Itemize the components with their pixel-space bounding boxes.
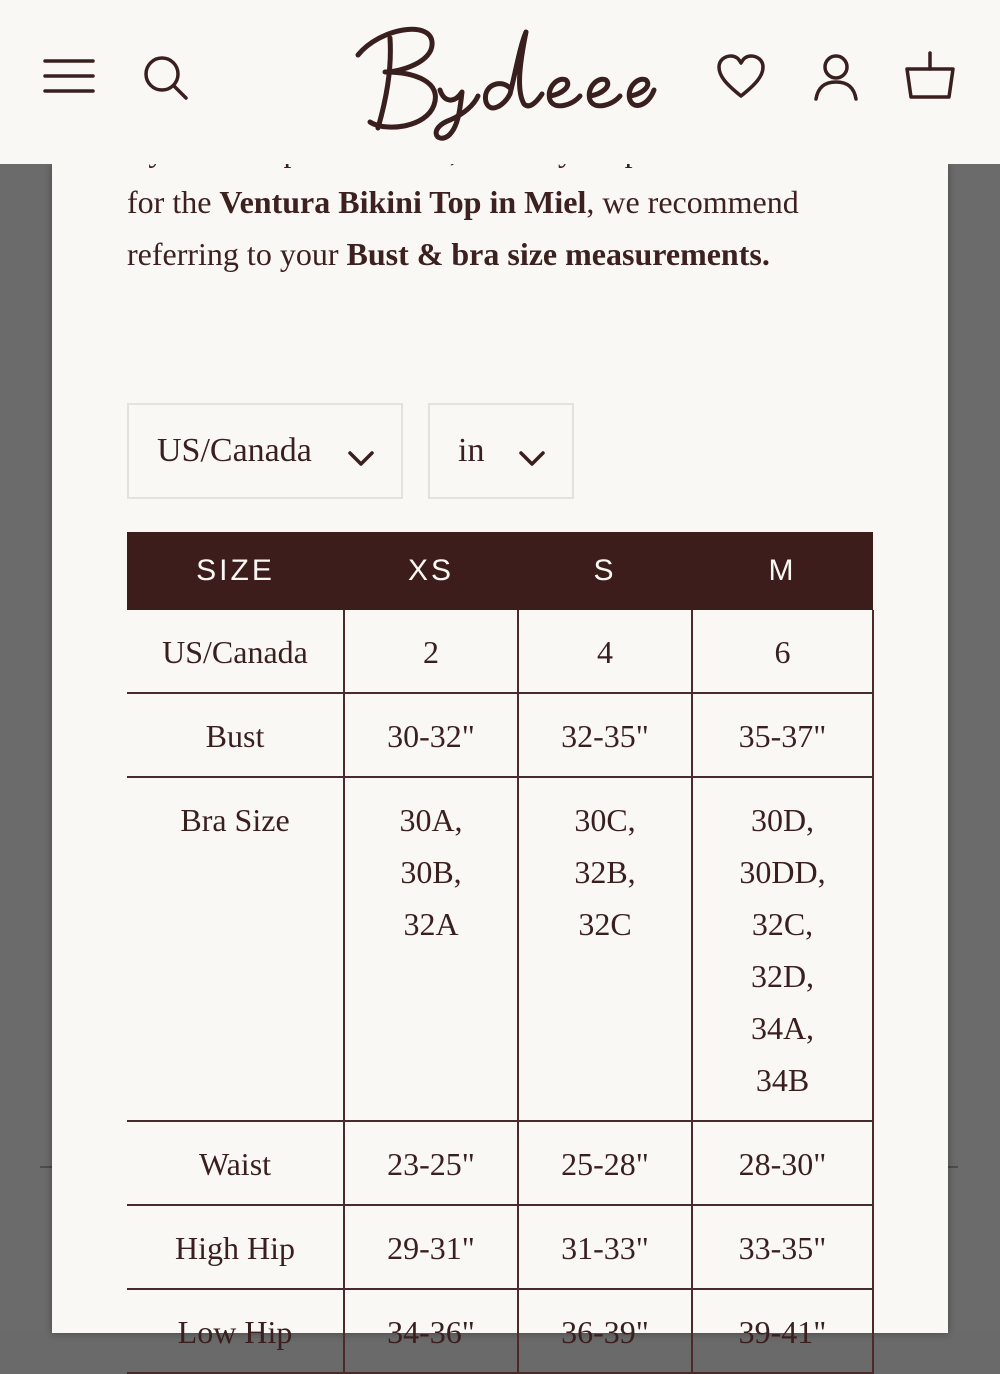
table-cell [692, 777, 873, 1121]
table-cell [518, 777, 692, 1121]
cell-value: 4 [597, 634, 613, 670]
table-cell [344, 610, 518, 693]
cell-value: 28-30" [738, 1146, 827, 1182]
cell-value: 34A, [750, 1010, 815, 1046]
bydee-logo-image [340, 10, 660, 150]
region-select-value: US/Canada [157, 432, 312, 469]
table-cell [692, 1289, 873, 1373]
chevron-down-icon [347, 439, 375, 477]
basket-icon[interactable] [902, 48, 958, 102]
table-cell [344, 777, 518, 1121]
size-guide-panel[interactable] [52, 164, 948, 1350]
intro-end-punctuation: . [761, 236, 770, 272]
row-label: Bust [127, 693, 344, 777]
cell-value: 30DD, [739, 854, 826, 890]
table-row [127, 777, 873, 1121]
unit-select-value: in [458, 432, 485, 469]
cell-value: 32A [403, 906, 459, 942]
table-cell [518, 1121, 692, 1205]
cell-value: 34-36" [387, 1314, 475, 1350]
cell-value: 34B [755, 1062, 810, 1098]
search-icon[interactable] [140, 52, 190, 102]
table-cell [692, 1205, 873, 1289]
cell-value: 32C [578, 906, 632, 942]
chevron-down-icon [518, 439, 546, 477]
brand-logo[interactable] [340, 10, 660, 150]
header-size: SIZE [127, 532, 344, 610]
hamburger-menu-icon[interactable] [40, 55, 98, 97]
site-header [0, 0, 1000, 164]
cell-value: 31-33" [561, 1230, 649, 1266]
table-cell [518, 1205, 692, 1289]
cell-value: 30A, [399, 802, 463, 838]
cell-value: 32D, [750, 958, 815, 994]
row-label: High Hip [127, 1205, 344, 1289]
table-cell [518, 693, 692, 777]
cell-value: 33-35" [738, 1230, 827, 1266]
size-chart-table [127, 532, 874, 1374]
row-label: US/Canada [127, 610, 344, 693]
cell-value: 30-32" [387, 718, 475, 754]
table-cell [344, 1289, 518, 1373]
table-cell [692, 693, 873, 777]
table-cell [692, 1121, 873, 1205]
size-chart-header-row [127, 532, 873, 610]
table-cell [518, 1289, 692, 1373]
table-row [127, 1205, 873, 1289]
table-cell [518, 610, 692, 693]
cell-value: 32B, [574, 854, 636, 890]
cell-value: 39-41" [738, 1314, 827, 1350]
header-m: M [692, 532, 873, 610]
cell-value: 32C, [751, 906, 814, 942]
measurement-hint: Bust & bra size measurements [346, 236, 762, 272]
intro-mid-text: , we recommend referring to your [127, 184, 799, 272]
table-row [127, 693, 873, 777]
intro-lead-text: for the [127, 184, 220, 220]
table-cell [344, 1121, 518, 1205]
cell-value: 30B, [400, 854, 462, 890]
cell-value: 23-25" [387, 1146, 475, 1182]
header-s: S [518, 532, 692, 610]
cell-value: 36-39" [561, 1314, 649, 1350]
cell-value: 35-37" [738, 718, 827, 754]
row-label: Low Hip [127, 1289, 344, 1373]
product-name: Ventura Bikini Top in Miel [219, 184, 587, 220]
row-label: Waist [127, 1121, 344, 1205]
unit-select[interactable] [428, 403, 574, 499]
heart-icon[interactable] [714, 52, 768, 102]
user-icon[interactable] [810, 52, 862, 102]
table-row [127, 1289, 873, 1373]
cell-value: 30C, [574, 802, 636, 838]
table-row [127, 610, 873, 693]
table-cell [692, 610, 873, 693]
cell-value: 29-31" [387, 1230, 475, 1266]
table-cell [344, 1205, 518, 1289]
header-xs: XS [344, 532, 518, 610]
size-chart-body [127, 610, 873, 1373]
region-select[interactable] [127, 403, 403, 499]
table-row [127, 1121, 873, 1205]
cell-value: 2 [423, 634, 439, 670]
table-cell [344, 693, 518, 777]
cell-value: 6 [774, 634, 791, 670]
cell-value: 25-28" [561, 1146, 649, 1182]
cell-value: 32-35" [561, 718, 649, 754]
row-label: Bra Size [127, 777, 344, 1121]
cell-value: 30D, [750, 802, 815, 838]
